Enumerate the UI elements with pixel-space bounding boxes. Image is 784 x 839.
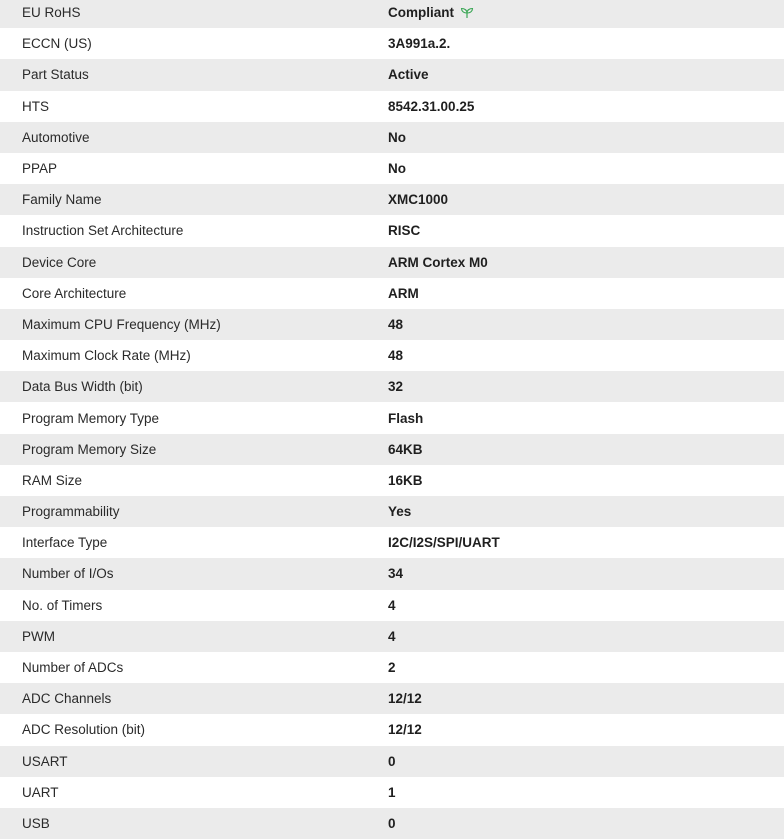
spec-value: 16KB bbox=[388, 472, 423, 488]
spec-label: UART bbox=[22, 784, 59, 800]
spec-row-program-memory-size bbox=[0, 434, 784, 465]
spec-row-interface-type bbox=[0, 527, 784, 558]
spec-row-max-cpu-frequency bbox=[0, 309, 784, 340]
spec-value: 0 bbox=[388, 753, 396, 769]
spec-label: Program Memory Size bbox=[22, 441, 157, 457]
spec-row-adc-resolution bbox=[0, 714, 784, 745]
spec-label: ECCN (US) bbox=[22, 36, 92, 52]
spec-label: USART bbox=[22, 753, 68, 769]
spec-value: 4 bbox=[388, 597, 396, 613]
spec-value: 2 bbox=[388, 660, 396, 676]
spec-label: Core Architecture bbox=[22, 285, 127, 301]
spec-value: Active bbox=[388, 67, 429, 83]
spec-label: Programmability bbox=[22, 504, 120, 520]
spec-value: 1 bbox=[388, 784, 396, 800]
spec-label: Instruction Set Architecture bbox=[22, 223, 184, 239]
spec-row-eu-rohs bbox=[0, 0, 784, 28]
spec-value: 48 bbox=[388, 348, 404, 364]
leaf-icon bbox=[460, 7, 474, 19]
spec-value: RISC bbox=[388, 223, 421, 239]
spec-value: 3A991a.2. bbox=[388, 36, 451, 52]
spec-label: Automotive bbox=[22, 129, 90, 145]
spec-value: 12/12 bbox=[388, 691, 422, 707]
spec-value: ARM bbox=[388, 285, 419, 301]
spec-row-ram-size bbox=[0, 465, 784, 496]
spec-row-usart bbox=[0, 746, 784, 777]
spec-row-uart bbox=[0, 777, 784, 808]
spec-row-max-clock-rate bbox=[0, 340, 784, 371]
spec-label: Number of ADCs bbox=[22, 660, 124, 676]
spec-row-no-of-timers bbox=[0, 590, 784, 621]
spec-label: USB bbox=[22, 815, 50, 831]
spec-row-usb bbox=[0, 808, 784, 839]
spec-value: ARM Cortex M0 bbox=[388, 254, 488, 270]
spec-value: I2C/I2S/SPI/UART bbox=[388, 535, 500, 551]
spec-label: Device Core bbox=[22, 254, 97, 270]
spec-row-part-status bbox=[0, 59, 784, 90]
spec-label: Family Name bbox=[22, 192, 102, 208]
spec-value: 64KB bbox=[388, 441, 423, 457]
spec-row-isa bbox=[0, 215, 784, 246]
spec-label: RAM Size bbox=[22, 472, 83, 488]
spec-value: No bbox=[388, 129, 406, 145]
spec-value: Compliant bbox=[388, 5, 454, 21]
spec-row-pwm bbox=[0, 621, 784, 652]
spec-row-core-architecture bbox=[0, 278, 784, 309]
spec-row-adc-channels bbox=[0, 683, 784, 714]
spec-label: HTS bbox=[22, 98, 49, 114]
spec-label: ADC Channels bbox=[22, 691, 112, 707]
spec-value: 48 bbox=[388, 316, 404, 332]
spec-row-number-of-ios bbox=[0, 558, 784, 589]
spec-row-hts bbox=[0, 91, 784, 122]
spec-value-container bbox=[388, 5, 784, 20]
spec-label: ADC Resolution (bit) bbox=[22, 722, 146, 738]
spec-value: XMC1000 bbox=[388, 192, 449, 208]
spec-row-data-bus-width bbox=[0, 371, 784, 402]
spec-row-automotive bbox=[0, 122, 784, 153]
spec-value: 32 bbox=[388, 379, 404, 395]
spec-label: No. of Timers bbox=[22, 597, 103, 613]
spec-value: 34 bbox=[388, 566, 404, 582]
spec-row-eccn bbox=[0, 28, 784, 59]
spec-value: 4 bbox=[388, 628, 396, 644]
spec-value: 0 bbox=[388, 815, 396, 831]
spec-label: Interface Type bbox=[22, 535, 108, 551]
spec-row-program-memory-type bbox=[0, 402, 784, 433]
spec-value: 8542.31.00.25 bbox=[388, 98, 475, 114]
spec-row-family-name bbox=[0, 184, 784, 215]
spec-row-number-of-adcs bbox=[0, 652, 784, 683]
spec-label: Maximum CPU Frequency (MHz) bbox=[22, 316, 221, 332]
spec-value: 12/12 bbox=[388, 722, 422, 738]
spec-row-device-core bbox=[0, 247, 784, 278]
spec-label: Data Bus Width (bit) bbox=[22, 379, 143, 395]
spec-label: PPAP bbox=[22, 161, 58, 177]
spec-label: Maximum Clock Rate (MHz) bbox=[22, 348, 191, 364]
spec-value: Yes bbox=[388, 504, 412, 520]
spec-label: Number of I/Os bbox=[22, 566, 114, 582]
spec-value: No bbox=[388, 161, 406, 177]
spec-value: Flash bbox=[388, 410, 424, 426]
spec-label: EU RoHS bbox=[22, 5, 81, 21]
spec-row-ppap bbox=[0, 153, 784, 184]
spec-row-programmability bbox=[0, 496, 784, 527]
spec-label: Program Memory Type bbox=[22, 410, 160, 426]
spec-label: PWM bbox=[22, 628, 55, 644]
spec-label: Part Status bbox=[22, 67, 89, 83]
